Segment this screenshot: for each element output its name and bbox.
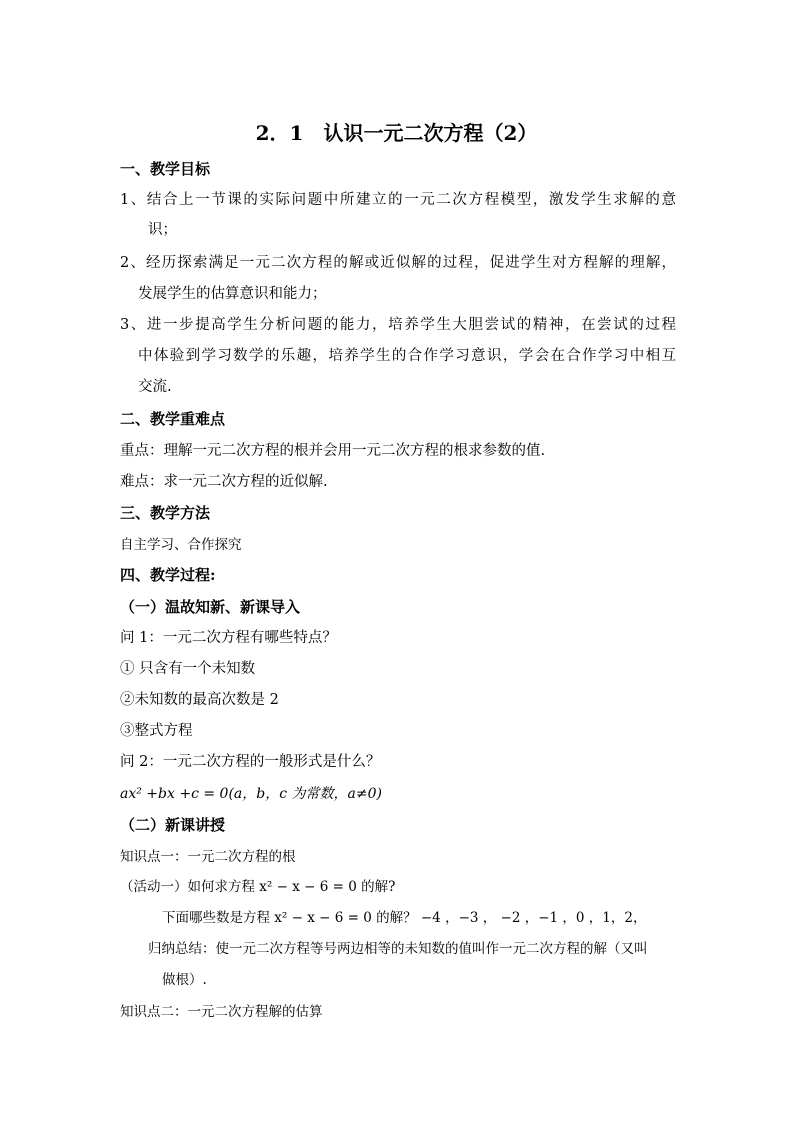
knowledge-point-1: 知识点一：一元二次方程的根: [120, 849, 296, 865]
objective-1-line-2: 识；: [148, 222, 177, 238]
answer-item-2: ②未知数的最高次数是 2: [120, 692, 279, 708]
section-heading-objectives: 一、教学目标: [120, 160, 211, 178]
methods-text: 自主学习、合作探究: [120, 537, 242, 553]
page-title: 2．1 认识一元二次方程（2）: [255, 121, 538, 145]
objective-3-line-3: 交流.: [138, 379, 172, 395]
subsection-heading-review: （一）温故知新、新课导入: [120, 598, 301, 616]
question-1: 问 1：一元二次方程有哪些特点？: [120, 630, 337, 646]
section-heading-key-points: 二、教学重难点: [120, 410, 226, 428]
knowledge-point-2: 知识点二：一元二次方程解的估算: [120, 1004, 323, 1020]
summary-line-1: 归纳总结：使一元二次方程等号两边相等的未知数的值叫作一元二次方程的解（又叫: [148, 941, 648, 957]
subsection-heading-new-lesson: （二）新课讲授: [120, 816, 226, 834]
question-2: 问 2：一元二次方程的一般形式是什么？: [120, 754, 381, 770]
difficult-point-text: 难点：求一元二次方程的近似解.: [120, 474, 328, 490]
section-heading-process: 四、教学过程:: [120, 566, 216, 584]
objective-3-line-2: 中体验到学习数学的乐趣，培养学生的合作学习意识，学会在合作学习中相互: [138, 348, 676, 364]
objective-2-line-1: 2、经历探索满足一元二次方程的解或近似解的过程，促进学生对方程解的理解，: [120, 255, 676, 271]
objective-2-line-2: 发展学生的估算意识和能力；: [138, 286, 327, 302]
answer-item-1: ① 只含有一个未知数: [120, 661, 256, 677]
objective-3-line-1: 3、进一步提高学生分析问题的能力，培养学生大胆尝试的精神，在尝试的过程: [120, 317, 676, 333]
section-heading-methods: 三、教学方法: [120, 504, 211, 522]
answer-item-3: ③整式方程: [120, 723, 193, 739]
key-point-text: 重点：理解一元二次方程的根并会用一元二次方程的根求参数的值.: [120, 443, 546, 459]
objective-1-line-1: 1、结合上一节课的实际问题中所建立的一元二次方程模型，激发学生求解的意: [120, 192, 676, 208]
activity-1-text: （活动一）如何求方程 x² − x − 6 = 0 的解?: [120, 879, 396, 895]
general-form-formula: ax² +bx +c = 0(a，b，c 为常数，a≠0): [120, 786, 382, 802]
which-numbers-text: 下面哪些数是方程 x² − x − 6 = 0 的解？ −4 ，−3 ， −2 ，−1 ，0 ，1，2，: [162, 910, 647, 926]
summary-line-2: 做根）.: [162, 972, 207, 988]
